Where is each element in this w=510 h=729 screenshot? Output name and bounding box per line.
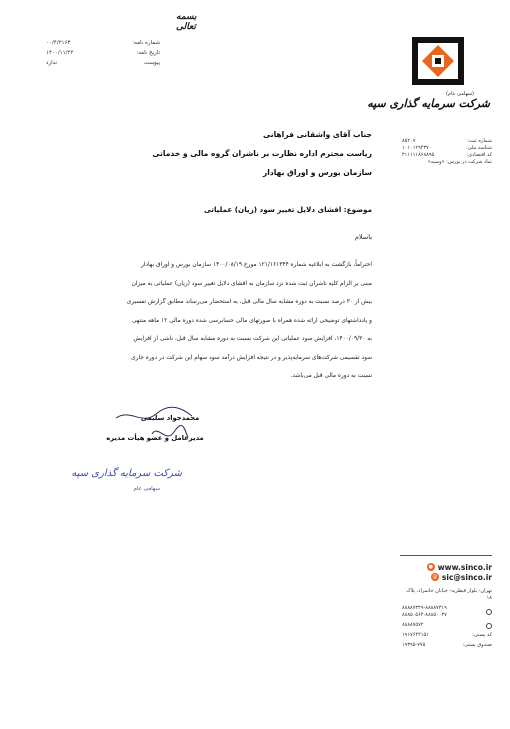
po-box: ۱۹۳۹۵-۷۷۵ — [402, 642, 426, 648]
brand-name: شرکت سرمایه گذاری سپه — [367, 97, 490, 110]
mail-icon: @ — [432, 574, 438, 580]
reg-label: شماره ثبت: — [467, 138, 492, 144]
letter-number-label: شماره نامه: — [132, 40, 160, 46]
brand-subtitle: (سهامی عام) — [446, 91, 474, 97]
company-stamp — [71, 458, 188, 524]
email-link[interactable]: sic@sinco.ir — [441, 572, 492, 582]
letter-number-row — [40, 38, 160, 48]
letter-date: ۱۴۰۰/۱۱/۲۲ — [46, 50, 74, 56]
letter-number: ۰۰/۴/۲۱۶۳ — [46, 40, 71, 46]
attachment-label: پیوست — [143, 60, 160, 66]
phone-row — [402, 605, 492, 619]
recipient-line: ریاست محترم اداره نظارت بر ناشران گروه مالی و خدماتی — [152, 149, 372, 158]
reg-label: کد اقتصادی: — [466, 152, 492, 158]
reg-value: ۸۵۲۰۷ — [402, 138, 416, 144]
phone-icon — [486, 609, 492, 615]
recipient-line: جناب آقای واشقانی فراهانی — [263, 130, 372, 139]
attachment-value: ندارد — [46, 60, 58, 66]
fax-icon — [486, 623, 492, 629]
phone-numbers — [402, 605, 447, 619]
postal-code: ۱۹۱۷۶۴۴۱۵۱ — [402, 632, 429, 638]
reg-value: ۴۱۱۱۱۱۸۶۸۸۹۵ — [402, 152, 435, 158]
body-line: سود تقسیمی شرکت‌های سرمایه‌پذیر و در نتیجه افزایش درآمد سود سهام این شرکت در دوره جاری — [131, 354, 372, 361]
phones-line-1: ۸۸۸۸۷۳۴۹-۸۸۸۸۷۳۱۹ — [402, 605, 447, 611]
address: تهران- بلوار قیطریه- خیابان جانمراد، پلاک ۱۸ — [406, 588, 492, 601]
fax-row — [402, 622, 492, 629]
registration-row — [402, 138, 492, 145]
signatory-title: مدیرعامل و عضو هیأت مدیره — [106, 434, 204, 442]
globe-icon: ● — [428, 564, 433, 570]
registration-row — [402, 145, 492, 152]
po-box-row — [402, 642, 492, 649]
recipient-line: سازمان بورس و اوراق بهادار — [262, 168, 372, 177]
website-link[interactable]: www.sinco.ir — [437, 562, 492, 572]
letter-date-label: تاریخ نامه: — [136, 50, 160, 56]
website-row — [402, 562, 492, 572]
stamp-text: شرکت سرمایه گذاری سپه — [71, 468, 182, 479]
postal-code-label: کد پستی: — [472, 632, 492, 638]
attachment-row — [40, 58, 160, 68]
fax-number: ۸۸۸۸۷۵۷۲ — [402, 622, 424, 628]
registration-info — [402, 138, 492, 166]
body-line: به ۱۴۰۰/۰۹/۳۰، افزایش سود عملیاتی این شرکت نسبت به دوره مشابه سال قبل، ناشی از افزایش — [133, 336, 372, 342]
company-logo-icon — [410, 35, 466, 87]
brand-block — [367, 91, 490, 131]
contact-block — [402, 562, 492, 649]
reg-label: شناسه ملی: — [466, 145, 492, 151]
letter-date-row — [40, 48, 160, 58]
subject-line: موضوع: افشای دلایل تغییر سود (زیان) عملیاتی — [204, 205, 372, 214]
signatory-name: محمدجواد سلیمی — [140, 414, 200, 422]
symbol-line: نماد شرکت در بورس: «وسپه» — [427, 159, 492, 165]
registration-row — [402, 152, 492, 159]
handwritten-signature — [112, 404, 196, 452]
postal-row — [402, 632, 492, 639]
email-row — [402, 572, 492, 582]
letter-meta — [40, 38, 160, 68]
body-line: بیش از ۳۰ درصد نسبت به دوره مشابه سال مالی قبل، به استحضار می‌رساند مطابق گزارش تفسیری — [126, 299, 372, 305]
greeting: باسلام — [354, 233, 372, 241]
body-line: احتراماً، بازگشت به ابلاغیه شماره ۱۲۱/۱۶۱۳۴۴ مورخ ۱۴۰۰/۰۸/۱۹ سازمان بورس و اوراق بهادار — [140, 262, 372, 268]
stamp-subtext: سهامی عام — [133, 486, 160, 492]
body-line: مبنی بر الزام کلیه ناشران ثبت شده نزد سازمان به افشای دلایل تغییر سود (زیان) عملیاتی به میزان — [131, 280, 372, 287]
recipients — [150, 125, 372, 182]
po-box-label: صندوق پستی: — [462, 642, 492, 648]
reg-value: ۱۰۱۰۱۲۹۴۳۷۰ — [402, 145, 432, 151]
footer-divider — [400, 555, 492, 556]
phones-line-2: ۸۸۸۵۰۵۶۴-۸۸۸۵۰۰۳۷ — [402, 612, 447, 618]
body-line: نسبت به دوره مالی قبل می‌باشد. — [290, 373, 372, 379]
body-line: و یادداشتهای توضیحی ارائه شده همراه با صورتهای مالی حسابرسی شده دوره مالی ۱۲ ماهه منتهی — [131, 317, 372, 324]
letter-body — [26, 256, 372, 386]
basmala: بسمه تعالی — [176, 12, 197, 32]
